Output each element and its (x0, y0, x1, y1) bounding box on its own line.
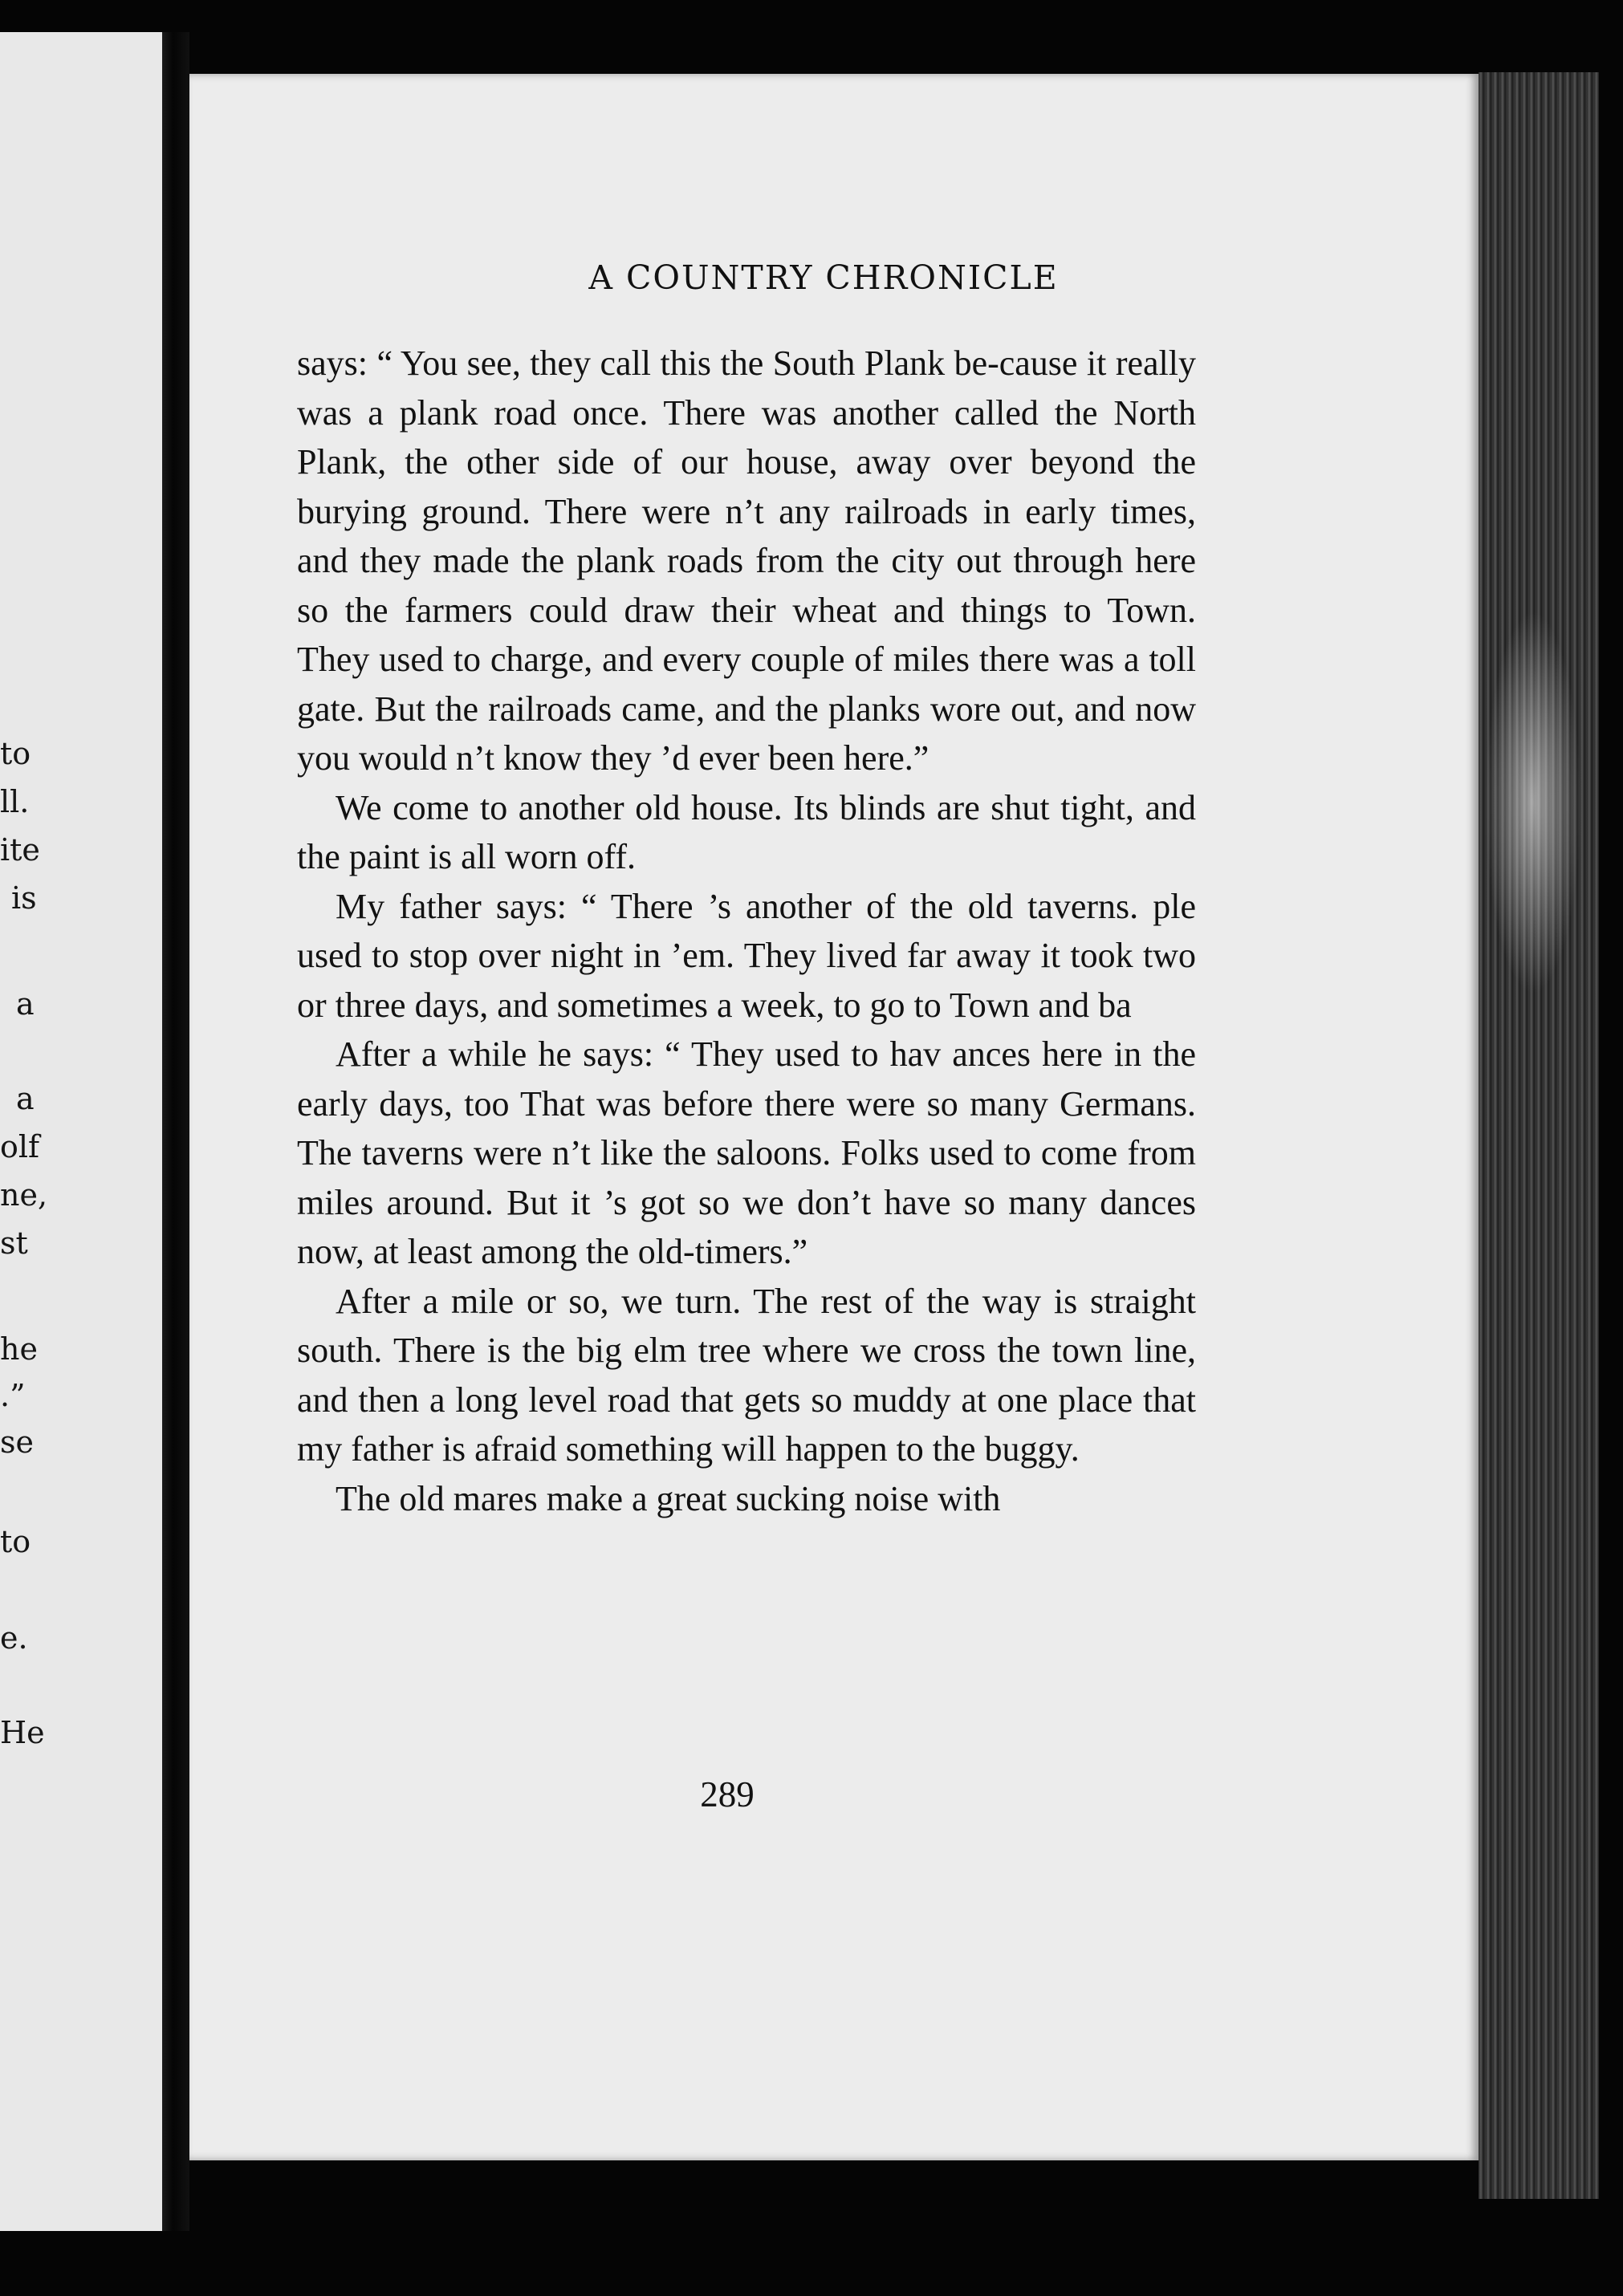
paragraph: says: “ You see, they call this the South Plank be-cause it really was a plank road once. There was another called the North Plank, the other side of our house, away over beyond the burying ground. There were n’t any railroads in early times, and they made the plank roads from the city out through here so the farmers could draw their wheat and things to Town. They used to charge, and every couple of miles there was a toll gate. But the railroads came, and the planks wore out, and now you would n’t know they ’d ever been here.” (297, 343, 1196, 778)
facing-page-fragment: ne, (0, 1177, 48, 1213)
facing-page-fragment: he (0, 1331, 38, 1367)
book-page (189, 74, 1479, 2160)
facing-page-fragment: He (0, 1715, 45, 1750)
paragraph: My father says: “ There ’s another of the old taverns. ple used to stop over night in ’em. They lived far away it took two or three days, and sometimes a week, to go to Town and ba (297, 886, 1196, 1025)
facing-page-fragment: e. (0, 1620, 28, 1656)
edge-glare (1485, 610, 1581, 995)
facing-page-fragment: to (0, 736, 31, 771)
facing-page-fragment: a (16, 986, 35, 1022)
facing-page-fragment: ll. (0, 784, 30, 819)
facing-page (0, 32, 162, 2231)
paragraph: After a mile or so, we turn. The rest of the way is straight south. There is the big elm tree where we cross the town line, and then a long level road that gets so muddy at one place that my father is afraid something will happen to the buggy. (297, 1281, 1196, 1469)
body-text (297, 339, 1196, 1523)
facing-page-fragment: .” (0, 1378, 26, 1413)
paragraph: We come to another old house. Its blinds are shut tight, and the paint is all worn off. (297, 787, 1196, 876)
paragraph: The old mares make a great sucking noise with (336, 1478, 1001, 1518)
page-edge-stack (1479, 72, 1599, 2199)
paragraph: After a while he says: “ They used to hav ances here in the early days, too That was before there were so many Germans. The taverns were n’t like the saloons. Folks used to come from miles around. But it ’s got so we don’t have so many dances now, at least among the old-timers.” (297, 1034, 1196, 1271)
facing-page-fragment: is (11, 880, 37, 916)
facing-page-fragment: to (0, 1524, 31, 1559)
running-head: A COUNTRY CHRONICLE (588, 258, 1059, 297)
facing-page-fragment: st (0, 1225, 28, 1261)
facing-page-fragment: a (16, 1081, 35, 1116)
page-number: 289 (700, 1774, 755, 1814)
book-gutter (162, 32, 189, 2231)
facing-page-fragment: olf (0, 1129, 40, 1164)
facing-page-fragment: ite (0, 832, 40, 868)
facing-page-fragment: se (0, 1424, 34, 1460)
